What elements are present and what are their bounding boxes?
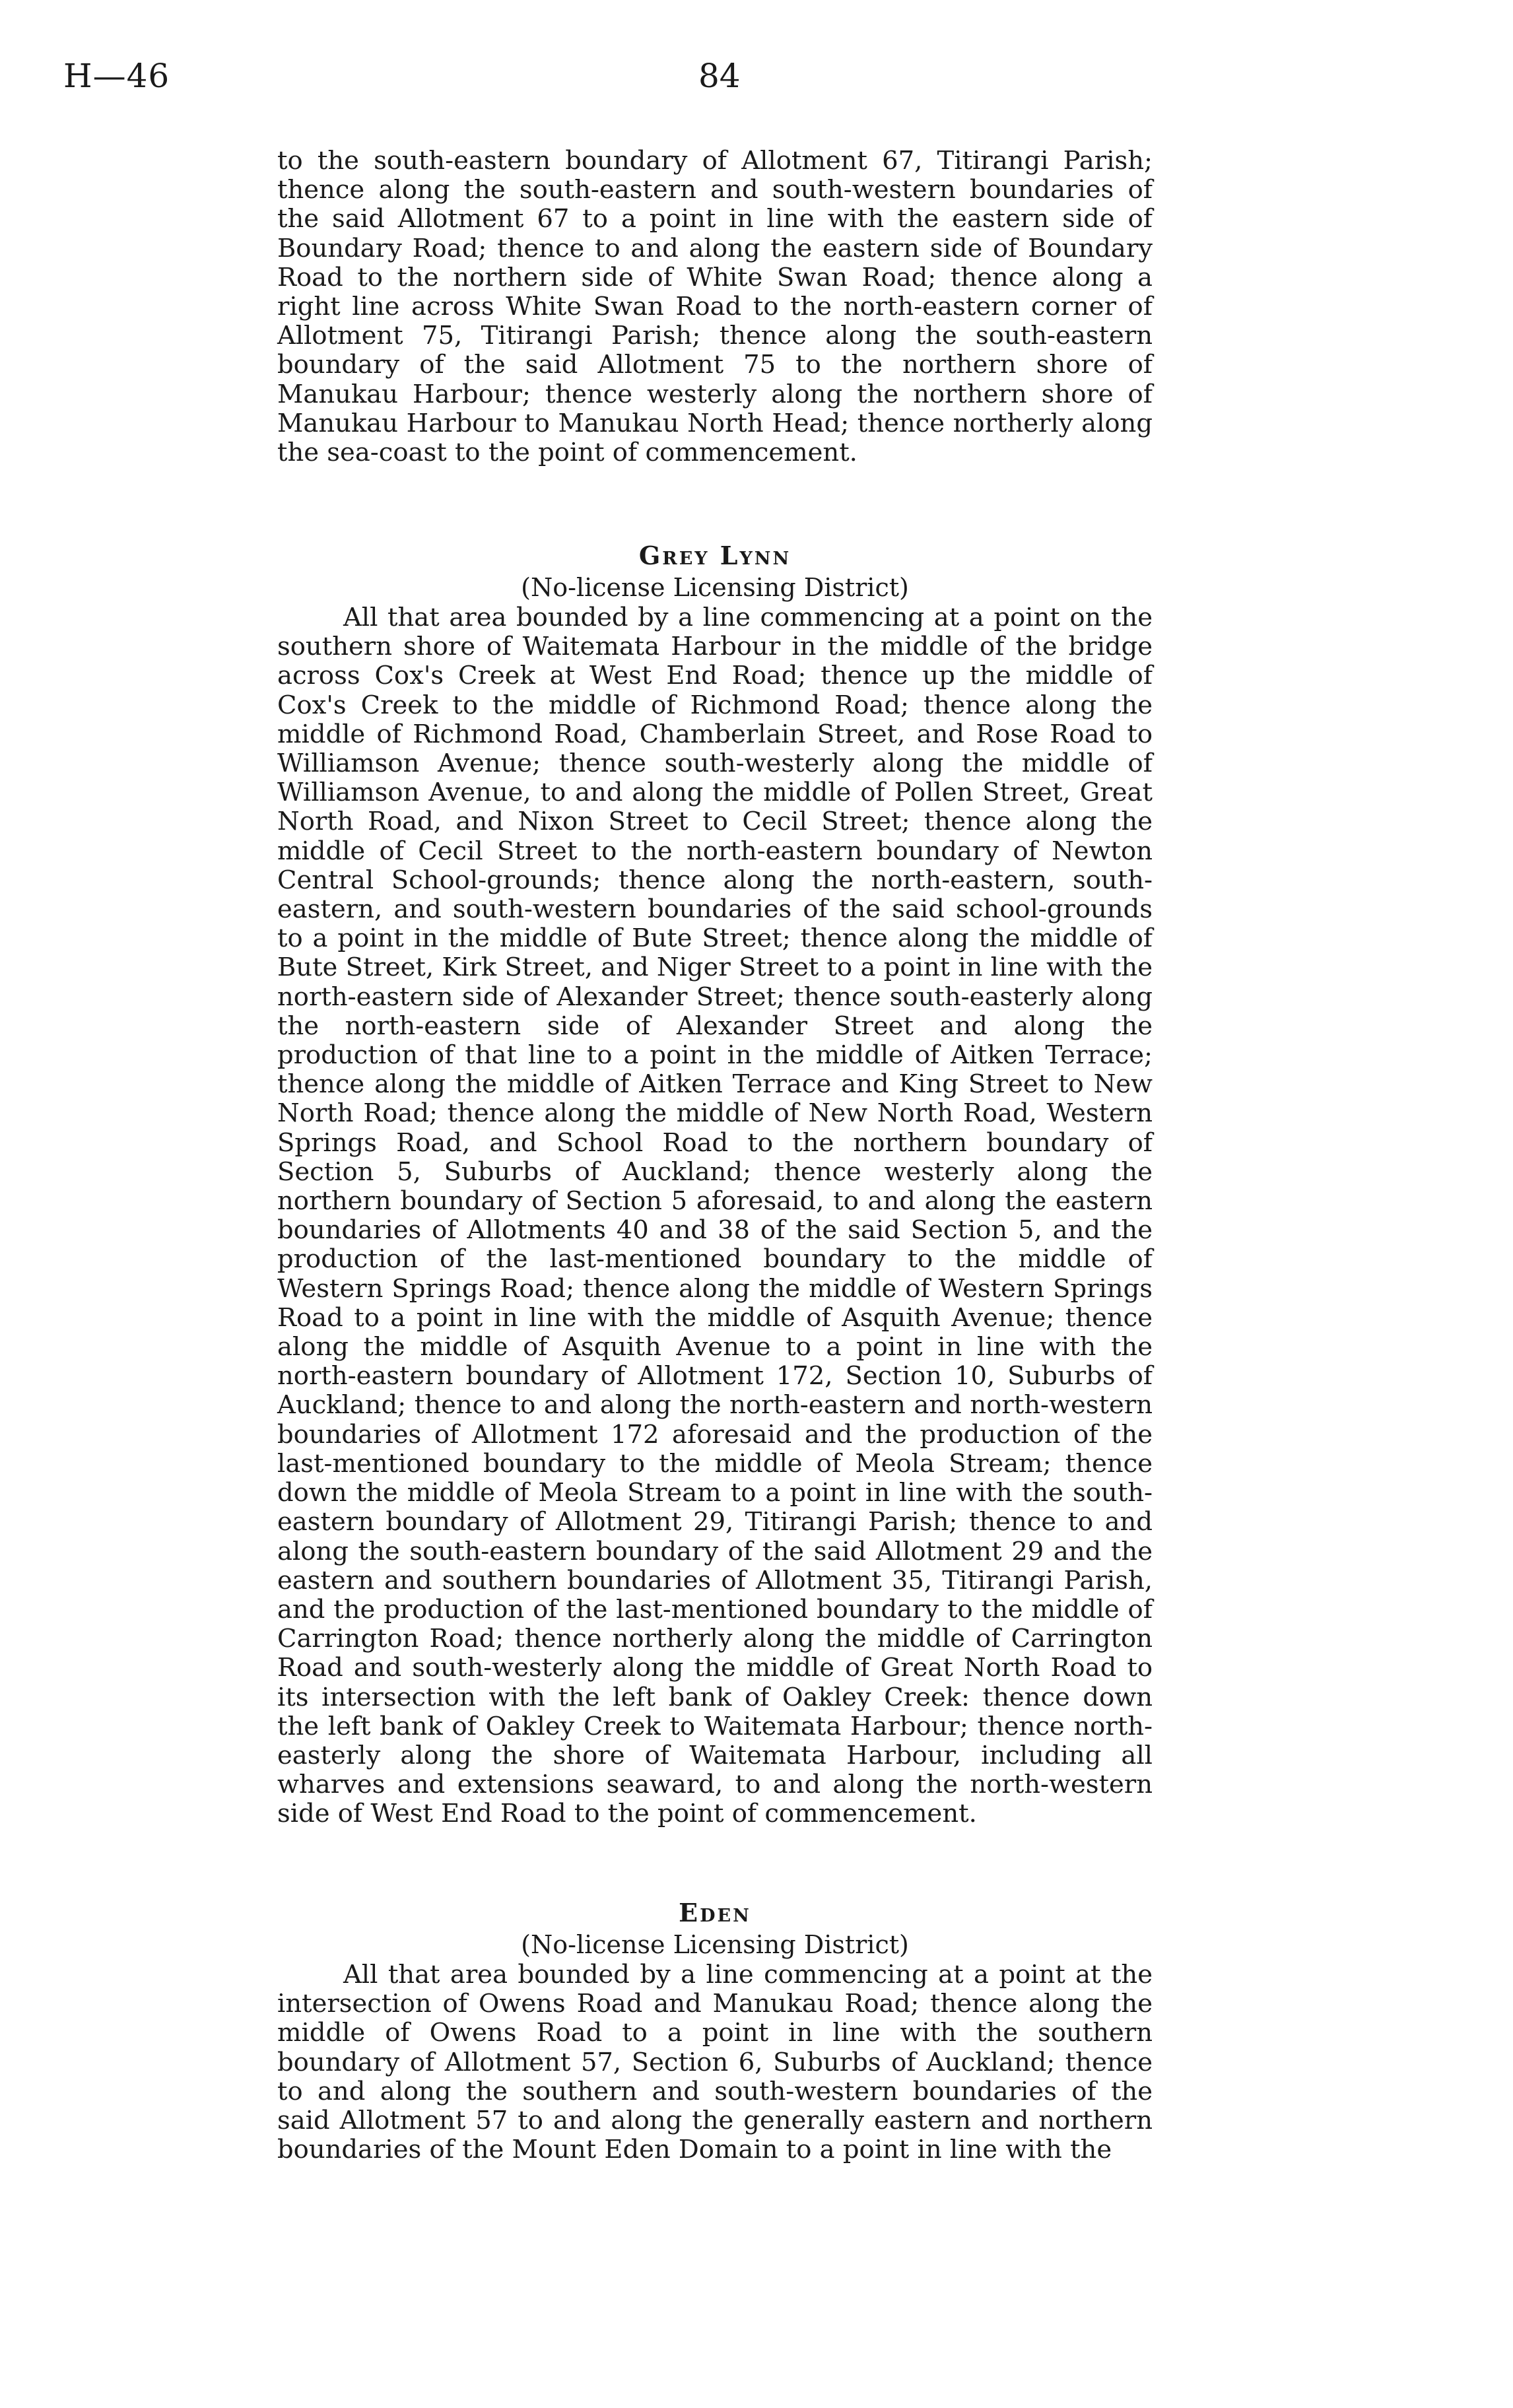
page-number: 84 [698,57,741,95]
section-heading-grey-lynn: Grey Lynn [638,541,791,570]
eden-boundary-description: All that area bounded by a line commencing at a point at the intersection of Owens Road and Manukau Road; thence along the middle of Owens Road to a point in line with the southern boundary of Allotment 57, Section 6, Suburbs of Auckland; thence to and along the southern and south-western boundaries of the said Allotment 57 to and along the generally eastern and northern boundaries of the Mount Eden Domain to a point in line with the [277,1960,1153,2165]
document-reference: H—46 [63,57,170,95]
section-subheading-grey-lynn: (No-license Licensing District) [521,573,909,602]
section-heading-eden: Eden [679,1898,751,1927]
page-header [0,57,1513,110]
continuation-section [277,147,1153,467]
section-subheading-eden: (No-license Licensing District) [521,1930,909,1959]
continuation-paragraph: to the south-eastern boundary of Allotment 67, Titirangi Parish; thence along the south-eastern and south-western boundaries of the said Allotment 67 to a point in line with the eastern side of Boundary Road; thence to and along the eastern side of Boundary Road to the northern side of White Swan Road; thence along a right line across White Swan Road to the north-eastern corner of Allotment 75, Titirangi Parish; thence along the south-eastern boundary of the said Allotment 75 to the northern shore of Manukau Harbour; thence westerly along the northern shore of Manukau Harbour to Manukau North Head; thence northerly along the sea-coast to the point of commencement. [277,146,1153,468]
eden-section [277,1897,1153,2164]
grey-lynn-section [277,540,1153,1829]
grey-lynn-boundary-description: All that area bounded by a line commencing at a point on the southern shore of Waitemata Harbour in the middle of the bridge across Cox's Creek at West End Road; thence up the middle of Cox's Creek to the middle of Richmond Road; thence along the middle of Richmond Road, Chamberlain Street, and Rose Road to Williamson Avenue; thence south-westerly along the middle of Williamson Avenue, to and along the middle of Pollen Street, Great North Road, and Nixon Street to Cecil Street; thence along the middle of Cecil Street to the north-eastern boundary of Newton Central School-grounds; thence along the north-eastern, south-eastern, and south-western boundaries of the said school-grounds to a point in the middle of Bute Street; thence along the middle of Bute Street, Kirk Street, and Niger Street to a point in line with the north-eastern side of Alexander Street; thence south-easterly along the north-eastern side of Alexander Street and along the production of that line to a point in the middle of Aitken Terrace; thence along the middle of Aitken Terrace and King Street to New North Road; thence along the middle of New North Road, Western Springs Road, and School Road to the northern boundary of Section 5, Suburbs of Auckland; thence westerly along the northern boundary of Section 5 aforesaid, to and along the eastern boundaries of Allotments 40 and 38 of the said Section 5, and the production of the last-mentioned boundary to the middle of Western Springs Road; thence along the middle of Western Springs Road to a point in line with the middle of Asquith Avenue; thence along the middle of Asquith Avenue to a point in line with the north-eastern boundary of Allotment 172, Section 10, Suburbs of Auckland; thence to and along the north-eastern and north-western boundaries of Allotment 172 aforesaid and the production of the last-mentioned boundary to the middle of Meola Stream; thence down the middle of Meola Stream to a point in line with the south-eastern boundary of Allotment 29, Titirangi Parish; thence to and along the south-eastern boundary of the said Allotment 29 and the eastern and southern boundaries of Allotment 35, Titirangi Parish, and the production of the last-mentioned boundary to the middle of Carrington Road; thence northerly along the middle of Carrington Road and south-westerly along the middle of Great North Road to its intersection with the left bank of Oakley Creek: thence down the left bank of Oakley Creek to Waitemata Harbour; thence north-easterly along the shore of Waitemata Harbour, including all wharves and extensions seaward, to and along the north-western side of West End Road to the point of commencement. [277,603,1153,1829]
